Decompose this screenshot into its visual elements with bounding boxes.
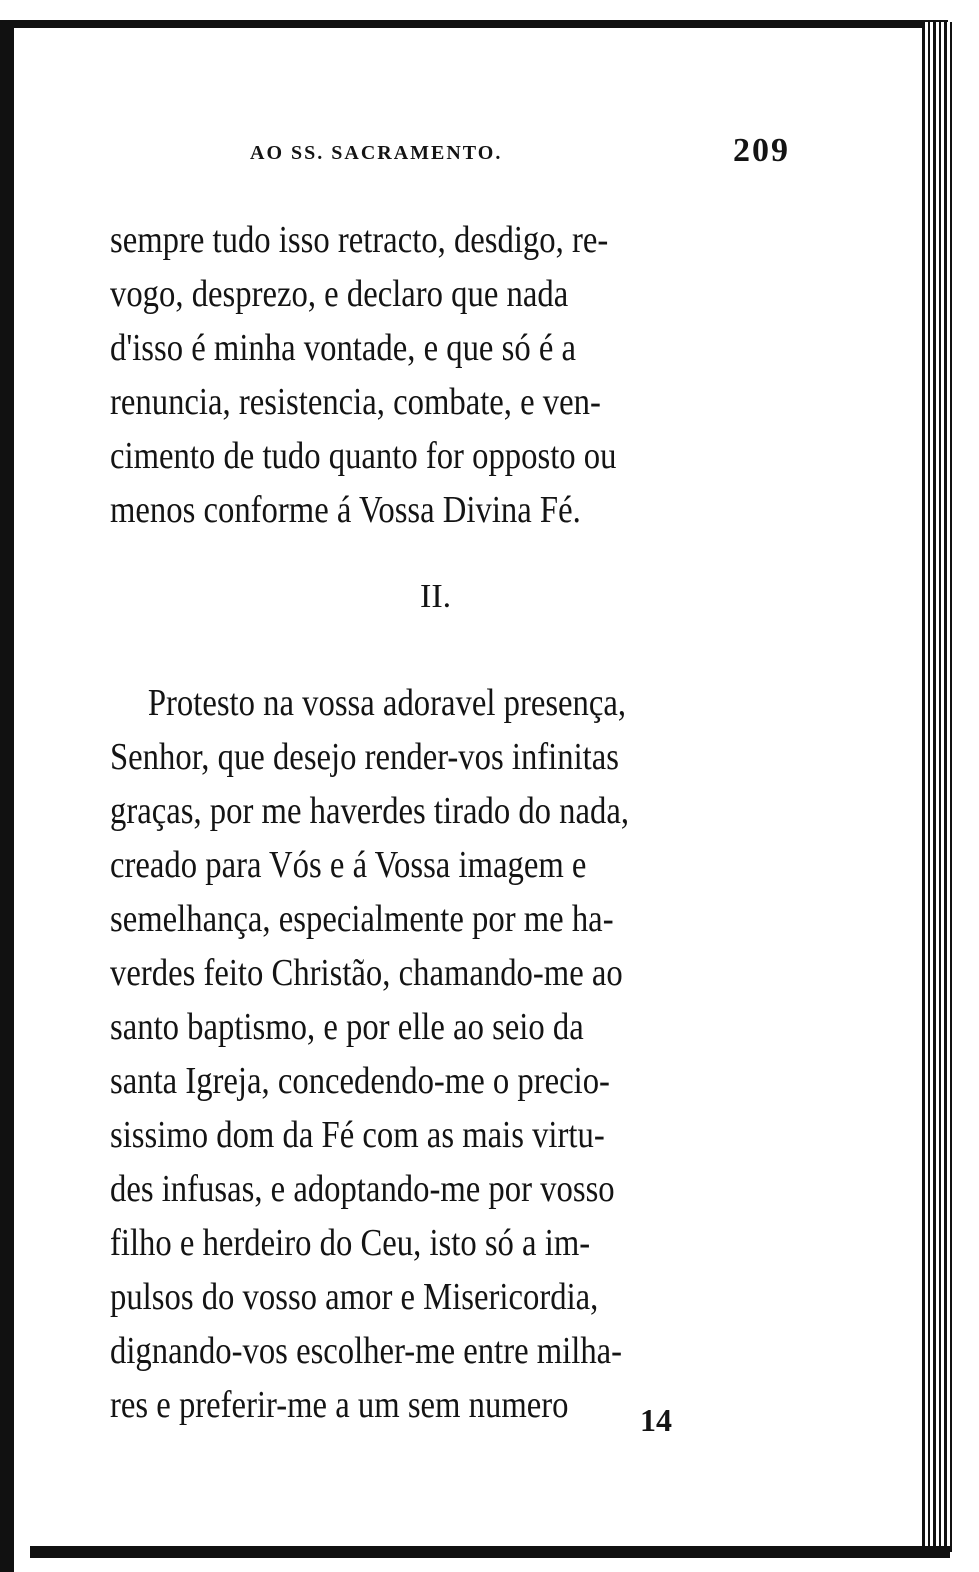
text-line: vogo, desprezo, e declaro que nada [110,273,569,315]
text-line: Protesto na vossa adoravel presença, [147,682,627,724]
page-border-left [0,20,14,1572]
text-line: renuncia, resistencia, combate, e ven- [110,381,601,423]
page-header [110,132,790,172]
text-line: filho e herdeiro do Ceu, isto só a im- [110,1222,591,1264]
text-line: des infusas, e adoptando-me por vosso [110,1168,615,1210]
text-line: cimento de tudo quanto for opposto ou [110,435,617,477]
paragraph-2 [110,676,780,1432]
text-line: sempre tudo isso retracto, desdigo, re- [110,219,609,261]
page-border-right [922,22,952,1552]
text-line: menos conforme á Vossa Divina Fé. [110,489,581,531]
page-border-top [0,20,948,28]
text-line: pulsos do vosso amor e Misericordia, [110,1276,599,1318]
text-line: graças, por me haverdes tirado do nada, [110,790,630,832]
text-line: res e preferir-me a um sem numero [110,1384,569,1426]
text-line: Senhor, que desejo render-vos infinitas [110,736,619,778]
text-line: santo baptismo, e por elle ao seio da [110,1006,584,1048]
paragraph-1 [110,213,780,537]
signature-mark: 14 [640,1402,672,1438]
text-line: dignando-vos escolher-me entre milha- [110,1330,623,1372]
page-number: 209 [733,132,790,169]
running-head: AO SS. SACRAMENTO. [250,142,503,164]
text-line: creado para Vós e á Vossa imagem e [110,844,587,886]
text-line: semelhança, especialmente por me ha- [110,898,614,940]
section-number: II. [420,578,452,615]
text-line: sissimo dom da Fé com as mais virtu- [110,1114,605,1156]
text-line: santa Igreja, concedendo-me o precio- [110,1060,610,1102]
text-line: d'isso é minha vontade, e que só é a [110,327,577,369]
page-border-bottom [30,1546,950,1558]
text-line: verdes feito Christão, chamando-me ao [110,952,623,994]
